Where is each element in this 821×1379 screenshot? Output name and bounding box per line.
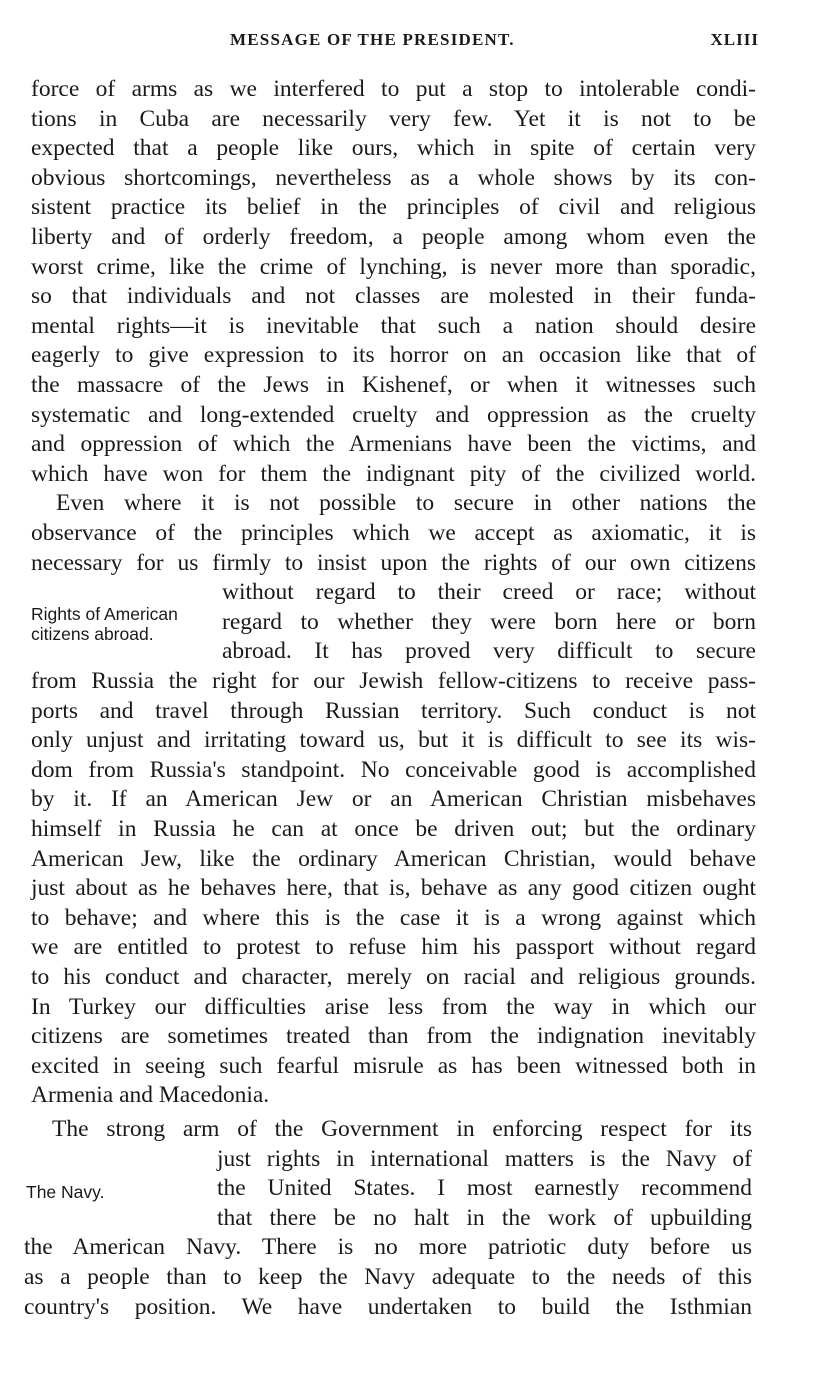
text-line: tions in Cuba are necessarily very few. Yet it is not to be (31, 105, 756, 132)
text-line: worst crime, like the crime of lynching, is never more than sporadic, (31, 253, 756, 280)
text-line: systematic and long-extended cruelty and oppression as the cruelty (31, 401, 756, 428)
text-line: just rights in international matters is the Navy of (217, 1145, 752, 1172)
text-line: citizens are sometimes treated than from the indignation inevitably (31, 1023, 756, 1050)
text-line: to behave; and where this is the case it is a wrong against which (31, 904, 756, 931)
text-line: so that individuals and not classes are molested in their funda- (31, 283, 756, 310)
text-line: the massacre of the Jews in Kishenef, or when it witnesses such (31, 372, 756, 398)
text-line: liberty and of orderly freedom, a people among whom even the (31, 224, 756, 250)
text-line: Even where it is not possible to secure in other nations the (56, 490, 756, 517)
text-line: that there be no halt in the work of upbuilding (217, 1204, 752, 1231)
running-title: MESSAGE OF THE PRESIDENT. (230, 30, 515, 49)
text-line: to his conduct and character, merely on racial and religious grounds. (31, 964, 756, 990)
sidenote-the-navy (26, 1182, 104, 1202)
text-line: from Russia the right for our Jewish fellow-citizens to receive pass- (31, 668, 756, 694)
text-line: dom from Russia's standpoint. No conceivable good is accomplished (31, 756, 756, 783)
text-line: and oppression of which the Armenians have been the victims, and (31, 431, 756, 458)
text-line: without regard to their creed or race; without (222, 579, 756, 606)
sidenote-line: The Navy. (26, 1182, 105, 1202)
text-line: In Turkey our difficulties arise less from the way in which our (31, 993, 756, 1020)
sidenote-line: citizens abroad. (31, 624, 154, 644)
text-line: country's position. We have undertaken to build the Isthmian (24, 1293, 752, 1320)
page-header (0, 30, 821, 58)
text-line: The strong arm of the Government in enforcing respect for its (52, 1116, 752, 1142)
text-line: excited in seeing such fearful misrule as has been witnessed both in (31, 1052, 756, 1079)
text-line: observance of the principles which we accept as axiomatic, it is (31, 520, 756, 546)
text-line: American Jew, like the ordinary American Christian, would behave (31, 845, 756, 872)
text-line: obvious shortcomings, nevertheless as a whole shows by its con- (31, 164, 756, 191)
text-line: which have won for them the indignant pity of the civilized world. (31, 460, 756, 487)
text-line: expected that a people like ours, which in spite of certain very (31, 135, 756, 162)
sidenote-line: Rights of American (31, 604, 178, 624)
text-line: Armenia and Macedonia. (31, 1082, 270, 1109)
text-line: sistent practice its belief in the principles of civil and religious (31, 194, 756, 221)
page-number: XLIII (710, 30, 759, 49)
text-line: the American Navy. There is no more patriotic duty before us (24, 1234, 752, 1261)
text-line: himself in Russia he can at once be driven out; but the ordinary (31, 816, 756, 842)
text-line: force of arms as we interfered to put a stop to intolerable condi- (31, 76, 756, 102)
text-line: we are entitled to protest to refuse him his passport without regard (31, 934, 756, 961)
text-line: as a people than to keep the Navy adequate to the needs of this (24, 1264, 752, 1290)
text-line: regard to whether they were born here or born (222, 608, 756, 635)
sidenote-rights-of-american-citizens (31, 604, 178, 644)
text-line: by it. If an American Jew or an American Christian misbehaves (31, 786, 756, 813)
text-line: eagerly to give expression to its horror on an occasion like that of (31, 342, 756, 369)
text-line: necessary for us firmly to insist upon the rights of our own citizens (31, 549, 756, 576)
text-line: just about as he behaves here, that is, behave as any good citizen ought (31, 875, 756, 902)
text-line: abroad. It has proved very difficult to secure (222, 638, 756, 665)
text-line: mental rights—it is inevitable that such a nation should desire (31, 312, 756, 339)
text-line: ports and travel through Russian territory. Such conduct is not (31, 697, 756, 724)
text-line: only unjust and irritating toward us, but it is difficult to see its wis- (31, 727, 756, 754)
text-line: the United States. I most earnestly recommend (217, 1175, 752, 1202)
